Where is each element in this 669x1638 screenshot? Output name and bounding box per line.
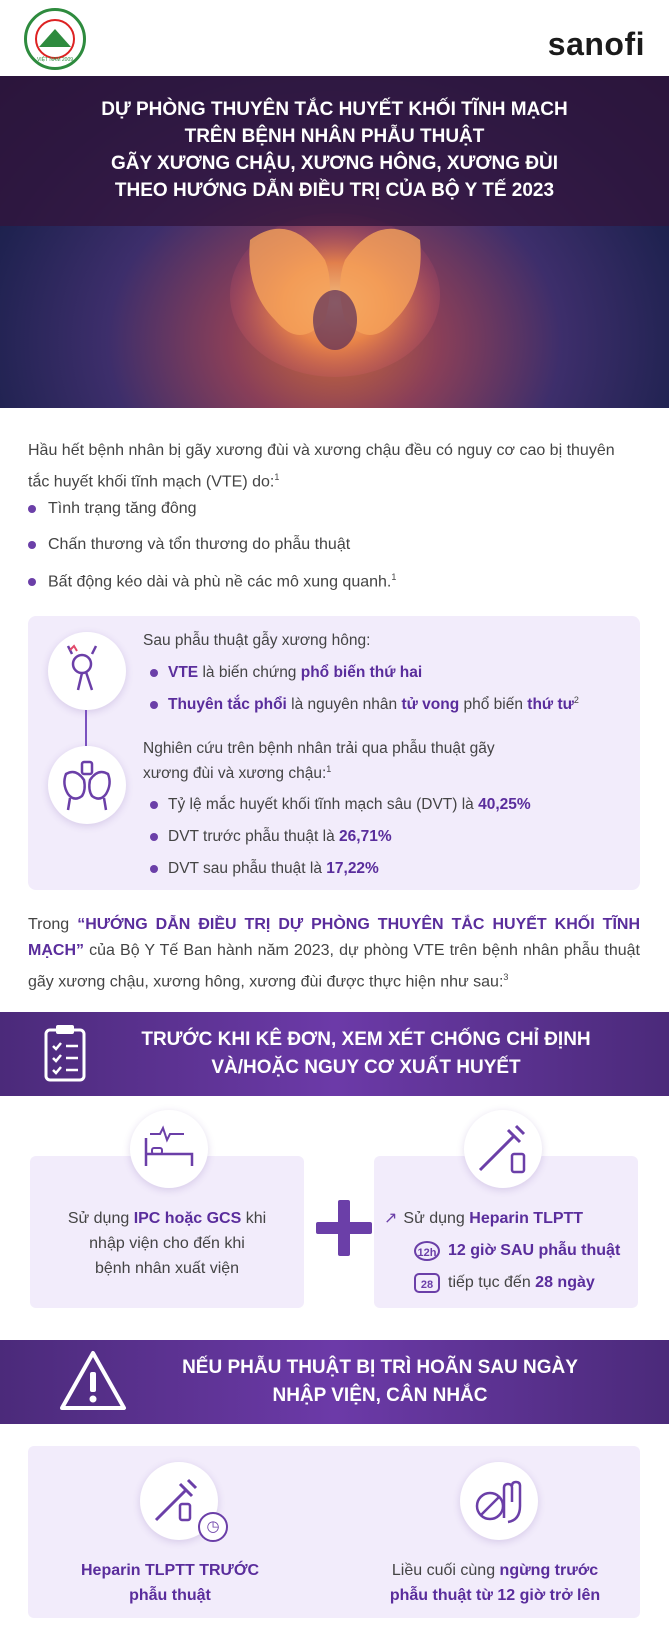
title-line-3: GÃY XƯƠNG CHẬU, XƯƠNG HÔNG, XƯƠNG ĐÙI (110, 153, 559, 174)
list-item (28, 536, 640, 554)
hl-vte: VTE (168, 664, 199, 681)
text: Sử dụng (67, 1210, 134, 1227)
ref: 3 (503, 972, 509, 982)
hip-heading: Sau phẫu thuật gẫy xương hông: (143, 632, 371, 649)
bullet-dot (150, 701, 158, 709)
text: xương đùi và xương chậu: (143, 765, 327, 783)
text: phổ biến (459, 696, 528, 714)
text: Sử dụng (403, 1210, 470, 1227)
study-bullet-3 (150, 860, 379, 878)
hl-death: tử vong (401, 696, 460, 714)
text: Tỷ lệ mắc huyết khối tĩnh mạch sâu (DVT) là (168, 796, 479, 813)
bullet-text: Tình trạng tăng đông (48, 500, 197, 517)
banner-line-1: TRƯỚC KHI KÊ ĐƠN, XEM XÉT CHỐNG CHỈ ĐỊNH (141, 1029, 591, 1050)
bullet-dot (28, 541, 36, 549)
hip-joint-icon (48, 632, 126, 710)
hl-28: 28 ngày (535, 1274, 595, 1291)
text: Liều cuối cùng (391, 1562, 500, 1579)
list-item (28, 500, 640, 518)
text: của Bộ Y Tế Ban hành năm 2023, dự phòng VTE trên bệnh nhân phẫu thuật gãy xương chậu, xương hông, xương đùi được thực hiện như sau: (28, 942, 640, 991)
text: tiếp tục đến (448, 1274, 536, 1291)
value: 26,71% (339, 828, 392, 845)
text: là biến chứng (198, 664, 301, 681)
ref: 2 (573, 695, 579, 705)
left-line-2: phẫu thuật (129, 1587, 211, 1604)
intro-paragraph (28, 438, 640, 495)
pelvis-illustration (230, 200, 440, 380)
sanofi-logo: sanofi (547, 26, 645, 62)
text: DVT sau phẫu thuật là (168, 860, 327, 877)
title-line-4: THEO HƯỚNG DẪN ĐIỀU TRỊ CỦA BỘ Y TẾ 2023 (114, 180, 555, 201)
bullet-text: Chấn thương và tổn thương do phẫu thuật (48, 536, 351, 553)
bullet-text: Bất động kéo dài và phù nề các mô xung quanh. (48, 573, 392, 591)
right-line-2: phẫu thuật từ 12 giờ trở lên (389, 1587, 601, 1604)
heparin-line-3 (414, 1270, 634, 1295)
hip-bullet-1 (150, 664, 422, 682)
banner-line-2: NHẬP VIỆN, CÂN NHẮC (272, 1385, 488, 1406)
pelvis-icon (48, 746, 126, 824)
study-line-1: Nghiên cứu trên bệnh nhân trải qua phẫu thuật gãy (143, 740, 495, 757)
study-line-2 (143, 764, 331, 783)
bullet-dot (28, 578, 36, 586)
value: 17,22% (326, 860, 379, 877)
ipc-text (30, 1206, 304, 1281)
list-item (28, 572, 640, 591)
bullet-dot (150, 801, 158, 809)
bullet-dot (28, 505, 36, 513)
bullet-ref: 1 (391, 572, 397, 582)
title-line-1: DỰ PHÒNG THUYÊN TẮC HUYẾT KHỐI TĨNH MẠCH (101, 99, 568, 120)
checklist-icon (44, 1024, 86, 1082)
guideline-paragraph (28, 912, 640, 995)
study-bullet-1 (150, 796, 531, 814)
bullet-dot (150, 669, 158, 677)
value: 40,25% (478, 796, 531, 813)
banner-line-1: NẾU PHẪU THUẬT BỊ TRÌ HOÃN SAU NGÀY (182, 1357, 578, 1378)
seal-text: VIỆT NAM 2009 (36, 57, 74, 63)
banner-line-2: VÀ/HOẶC NGUY CƠ XUẤT HUYẾT (211, 1057, 521, 1078)
intro-text: Hầu hết bệnh nhân bị gãy xương đùi và xương chậu đều có nguy cơ cao bị thuyên tắc huyết khối tĩnh mạch (VTE) do: (28, 442, 615, 491)
calendar-icon: 28 (414, 1273, 440, 1293)
text: DVT trước phẫu thuật là (168, 828, 340, 845)
text: khi (241, 1210, 267, 1227)
delay-right-text (360, 1558, 630, 1608)
heparin-line-1 (384, 1206, 634, 1231)
hl-heparin: Heparin TLPTT (469, 1210, 584, 1227)
hl-fourth: thứ tư (527, 696, 574, 714)
ref: 1 (326, 764, 332, 774)
bullet-dot (150, 865, 158, 873)
hl-stop: ngừng trước (499, 1562, 599, 1579)
clock-12h-icon: 12h (414, 1241, 440, 1261)
hospital-bed-icon (130, 1110, 208, 1188)
text: là nguyên nhân (286, 696, 402, 714)
plus-icon (316, 1200, 372, 1256)
text: Trong (28, 916, 78, 933)
connector-line (85, 710, 87, 746)
study-bullet-2 (150, 828, 392, 846)
hip-bullet-2 (150, 695, 579, 714)
bullet-dot (150, 833, 158, 841)
page-title (40, 96, 629, 204)
warning-icon (58, 1348, 128, 1414)
small-syringe-icon: ↗ (384, 1210, 398, 1227)
left-line-1: Heparin TLPTT TRƯỚC (80, 1562, 260, 1579)
hl-ipc: IPC hoặc GCS (133, 1210, 242, 1227)
syringe-icon (464, 1110, 542, 1188)
guideline-title: “HƯỚNG DẪN ĐIỀU TRỊ DỰ PHÒNG THUYÊN TẮC HUYẾT KHỐI TĨNH MẠCH” (28, 916, 640, 959)
hl-pe: Thuyên tắc phổi (168, 696, 287, 714)
intro-ref: 1 (274, 472, 280, 482)
hl-12h: 12 giờ SAU phẫu thuật (448, 1242, 621, 1259)
hl-second: phổ biến thứ hai (300, 664, 423, 681)
banner-title-2 (120, 1354, 640, 1410)
stop-hand-icon (460, 1462, 538, 1540)
title-line-2: TRÊN BỆNH NHÂN PHẪU THUẬT (184, 126, 485, 147)
delay-left-text (40, 1558, 300, 1608)
association-logo (24, 8, 86, 70)
ipc-line-2: nhập viện cho đến khi (89, 1235, 245, 1252)
heparin-line-2 (414, 1238, 634, 1263)
ipc-line-3: bệnh nhân xuất viện (94, 1260, 240, 1277)
banner-title-1 (96, 1026, 636, 1082)
clock-icon: ◷ (198, 1512, 228, 1542)
